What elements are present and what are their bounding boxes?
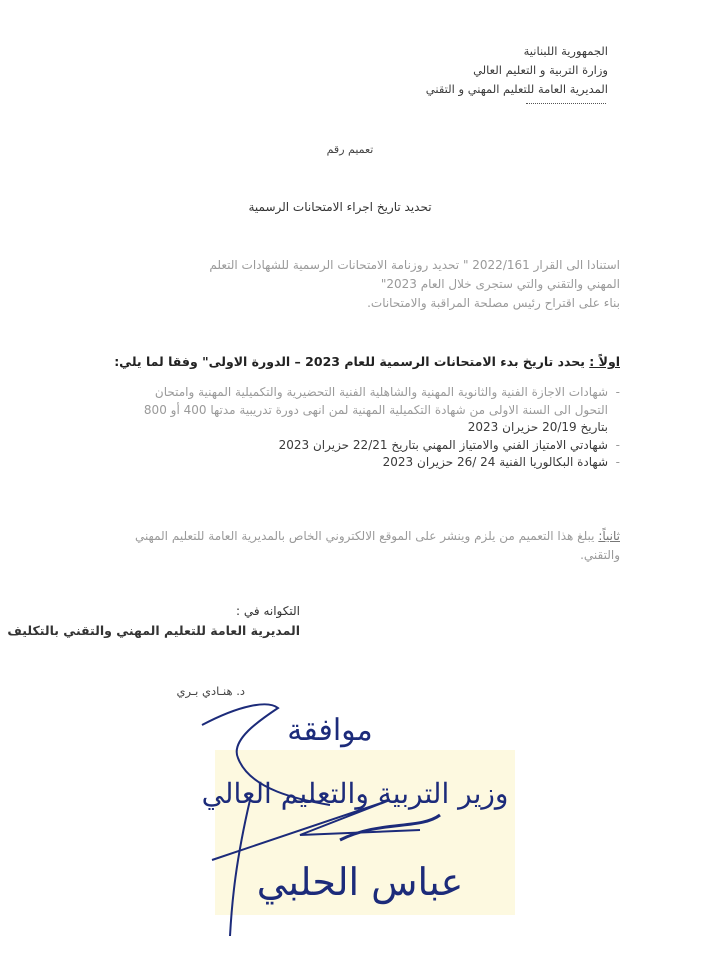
list-item-line: بتاريخ 20/19 حزيران 2023 — [467, 420, 608, 434]
author-name: د. هنـادي بـري — [176, 684, 245, 698]
list-item-line: التحول الى السنة الاولى من شهادة التكميلية المهنية لمن انهى دورة تدريبية مدتها 400 أو 800 — [143, 402, 608, 417]
signature-stroke — [230, 800, 250, 936]
recipients-org: المديرية العامة للتعليم المهني والتقني بالتكليف — [7, 623, 300, 638]
subject-line: تحديد تاريخ اجراء الامتحانات الرسمية — [248, 200, 432, 214]
signature-name: عباس الحلبي — [256, 860, 464, 904]
list-item-line: - شهادتي الامتياز الفني والامتياز المهني بتاريخ 22/21 حزيران 2023 — [278, 437, 608, 452]
circular-number-label: تعميم رقم — [326, 143, 374, 156]
signature-approval: موافقة — [287, 713, 373, 748]
directorate-line: المديرية العامة للتعليم المهني و التقني — [425, 82, 608, 96]
reference-line: المهني والتقني والتي ستجرى خلال العام 2023" — [380, 277, 620, 291]
first-clause-key: اولاً : — [589, 354, 620, 369]
list-item-line: - شهادات الاجازة الفنية والثانوية المهنية والشاهلية الفنية التحضيرية والتكميلية المهنية وامتحان — [154, 385, 608, 399]
second-clause-line: يبلغ هذا التعميم من يلزم وينشر على الموقع الالكتروني الخاص بالمديرية العامة للتعليم المهني — [134, 529, 595, 543]
signature-title: وزير التربية والتعليم العالي — [201, 777, 509, 810]
signature-stroke — [340, 815, 440, 840]
ministry-line: وزارة التربية و التعليم العالي — [473, 63, 608, 77]
reference-line: بناء على اقتراح رئيس مصلحة المراقبة والامتحانات. — [367, 296, 620, 310]
second-clause-line: والتقني. — [580, 548, 620, 562]
republic-line: الجمهورية اللبنانية — [523, 44, 608, 58]
reference-line: استنادا الى القرار 2022/161 " تحديد روزنامة الامتحانات الرسمية للشهادات التعلم — [209, 258, 620, 272]
list-item-line: - شهادة البكالوريا الفنية 24 /26 حزيران 2023 — [382, 455, 608, 469]
first-clause-text: يحدد تاريخ بدء الامتحانات الرسمية للعام 2023 – الدورة الاولى" وفقا لما يلي: — [114, 354, 585, 369]
recipients-label: التكوانه في : — [236, 604, 300, 618]
second-clause-key: ثانياً: — [598, 529, 620, 543]
